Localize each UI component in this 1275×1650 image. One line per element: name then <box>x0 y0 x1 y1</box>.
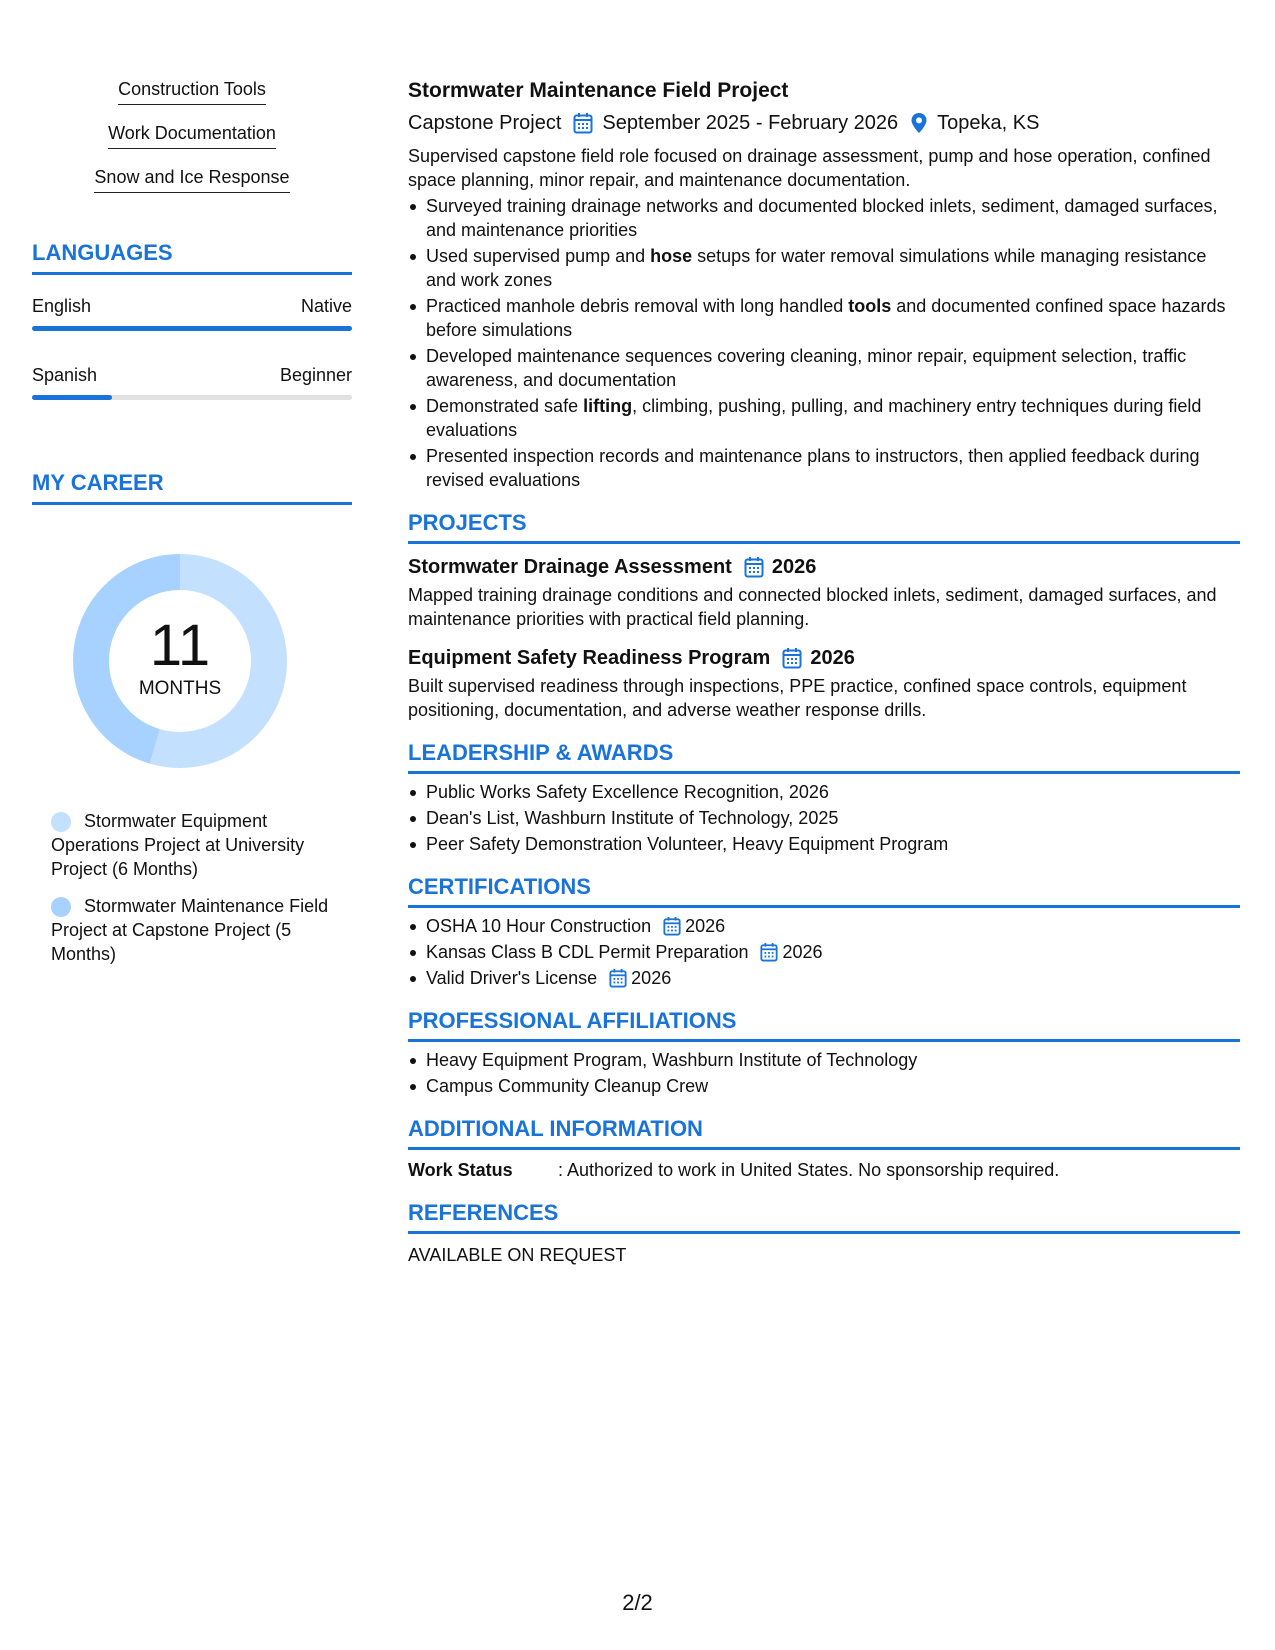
experience-organization: Capstone Project <box>408 112 562 134</box>
certification-year: 2026 <box>782 942 823 962</box>
bullet-text: Practiced manhole debris removal with long handled <box>426 296 849 316</box>
affiliation-item: Heavy Equipment Program, Washburn Institute of Technology <box>408 1048 1240 1072</box>
experience-bullet <box>408 344 1240 392</box>
bullet-text: Used supervised pump and <box>426 246 651 266</box>
project-title <box>408 554 1240 580</box>
skill-tag: Work Documentation <box>108 122 276 149</box>
experience-bullet <box>408 294 1240 342</box>
leadership-item: Dean's List, Washburn Institute of Technology, 2025 <box>408 806 1240 830</box>
bullet-text: Presented inspection records and maintenance plans to instructors, then applied feedback during revised evaluations <box>426 446 1200 490</box>
language-name: English <box>32 296 92 316</box>
language-level: Beginner <box>279 365 352 385</box>
career-heading: MY CAREER <box>32 470 352 505</box>
affiliation-item: Campus Community Cleanup Crew <box>408 1074 1240 1098</box>
leadership-list <box>408 780 1240 856</box>
additional-key: Work Status <box>408 1160 513 1180</box>
legend-dot <box>51 897 71 917</box>
bullet-bold: tools <box>848 296 892 316</box>
experience-bullet <box>408 444 1240 492</box>
language-bar <box>32 395 352 400</box>
leadership-item: Peer Safety Demonstration Volunteer, Heavy Equipment Program <box>408 832 1240 856</box>
language-name: Spanish <box>32 365 98 385</box>
calendar-icon <box>609 968 627 988</box>
skill-tag: Construction Tools <box>118 78 266 105</box>
experience-bullet <box>408 394 1240 442</box>
experience-dates: September 2025 - February 2026 <box>602 112 899 134</box>
affiliations-list <box>408 1048 1240 1098</box>
project-year: 2026 <box>810 647 855 669</box>
experience-bullets <box>408 194 1240 492</box>
bullet-bold: hose <box>650 246 693 266</box>
career-section <box>32 470 352 966</box>
language-row <box>32 364 352 386</box>
project-name: Stormwater Drainage Assessment <box>408 556 732 578</box>
affiliations-heading: PROFESSIONAL AFFILIATIONS <box>408 1008 1240 1042</box>
legend-label: Stormwater Maintenance Field Project at Capstone Project (5 Months) <box>51 896 329 964</box>
language-bar-fill <box>32 395 112 400</box>
experience-bullet <box>408 244 1240 292</box>
certifications-list <box>408 914 1240 990</box>
certification-year: 2026 <box>685 916 726 936</box>
career-total-unit: MONTHS <box>138 678 222 699</box>
bullet-text: Surveyed training drainage networks and documented blocked inlets, sediment, damaged surfaces, and maintenance priorities <box>426 196 1218 240</box>
calendar-icon <box>760 942 778 962</box>
project-description: Built supervised readiness through inspections, PPE practice, confined space controls, equipment positioning, documentation, and adverse weather response drills. <box>408 676 1187 720</box>
language-bar-fill <box>32 326 352 331</box>
certification-name: Valid Driver's License <box>426 968 598 988</box>
career-donut <box>66 547 294 775</box>
calendar-icon <box>782 647 802 669</box>
bullet-text: and documented confined space hazards before simulations <box>426 296 1226 340</box>
language-row <box>32 295 352 317</box>
legend-item <box>51 809 332 881</box>
certifications-heading: CERTIFICATIONS <box>408 874 1240 908</box>
additional-heading: ADDITIONAL INFORMATION <box>408 1116 1240 1150</box>
skills-list <box>32 78 352 210</box>
leadership-heading: LEADERSHIP & AWARDS <box>408 740 1240 774</box>
additional-row <box>408 1158 1240 1182</box>
legend-label: Stormwater Equipment Operations Project at University Project (6 Months) <box>51 811 305 879</box>
additional-value: : Authorized to work in United States. No sponsorship required. <box>558 1160 1060 1180</box>
experience-title: Stormwater Maintenance Field Project <box>408 79 789 102</box>
experience-description: Supervised capstone field role focused on drainage assessment, pump and hose operation, confined space planning, minor repair, and maintenance documentation. <box>408 146 1211 190</box>
legend-dot <box>51 812 71 832</box>
bullet-bold: lifting <box>583 396 633 416</box>
experience-meta <box>408 110 1240 136</box>
experience-bullet <box>408 194 1240 242</box>
bullet-text: , climbing, pushing, pulling, and machinery entry techniques during field evaluations <box>426 396 1202 440</box>
bullet-text: setups for water removal simulations while managing resistance and work zones <box>426 246 1207 290</box>
calendar-icon <box>663 916 681 936</box>
calendar-icon <box>573 112 593 134</box>
certification-item <box>408 914 1240 938</box>
references-text: AVAILABLE ON REQUEST <box>408 1245 627 1265</box>
certification-item <box>408 966 1240 990</box>
certification-item <box>408 940 1240 964</box>
leadership-item: Public Works Safety Excellence Recognition, 2026 <box>408 780 1240 804</box>
project-description: Mapped training drainage conditions and connected blocked inlets, sediment, damaged surfaces, and maintenance priorities with practical field planning. <box>408 585 1217 629</box>
career-legend <box>32 809 332 966</box>
page-number: 2/2 <box>622 1590 653 1615</box>
certification-name: Kansas Class B CDL Permit Preparation <box>426 942 749 962</box>
bullet-text: Demonstrated safe <box>426 396 584 416</box>
languages-heading: LANGUAGES <box>32 240 352 275</box>
legend-item <box>51 894 332 966</box>
references-heading: REFERENCES <box>408 1200 1240 1234</box>
calendar-icon <box>744 556 764 578</box>
project-year: 2026 <box>771 556 817 578</box>
languages-section <box>32 240 352 400</box>
certification-name: OSHA 10 Hour Construction <box>426 916 652 936</box>
experience-location: Topeka, KS <box>937 112 1040 134</box>
certification-year: 2026 <box>631 968 672 988</box>
skill-tag: Snow and Ice Response <box>94 166 289 193</box>
bullet-text: Developed maintenance sequences covering cleaning, minor repair, equipment selection, traffic awareness, and documentation <box>426 346 1187 390</box>
right-column <box>408 78 1240 1267</box>
career-total-number: 11 <box>149 613 211 678</box>
map-pin-icon <box>910 112 928 134</box>
project-name: Equipment Safety Readiness Program <box>408 647 771 669</box>
language-bar <box>32 326 352 331</box>
language-level: Native <box>300 296 352 316</box>
projects-heading: PROJECTS <box>408 510 1240 544</box>
project-title <box>408 645 1240 671</box>
left-column <box>32 78 352 979</box>
